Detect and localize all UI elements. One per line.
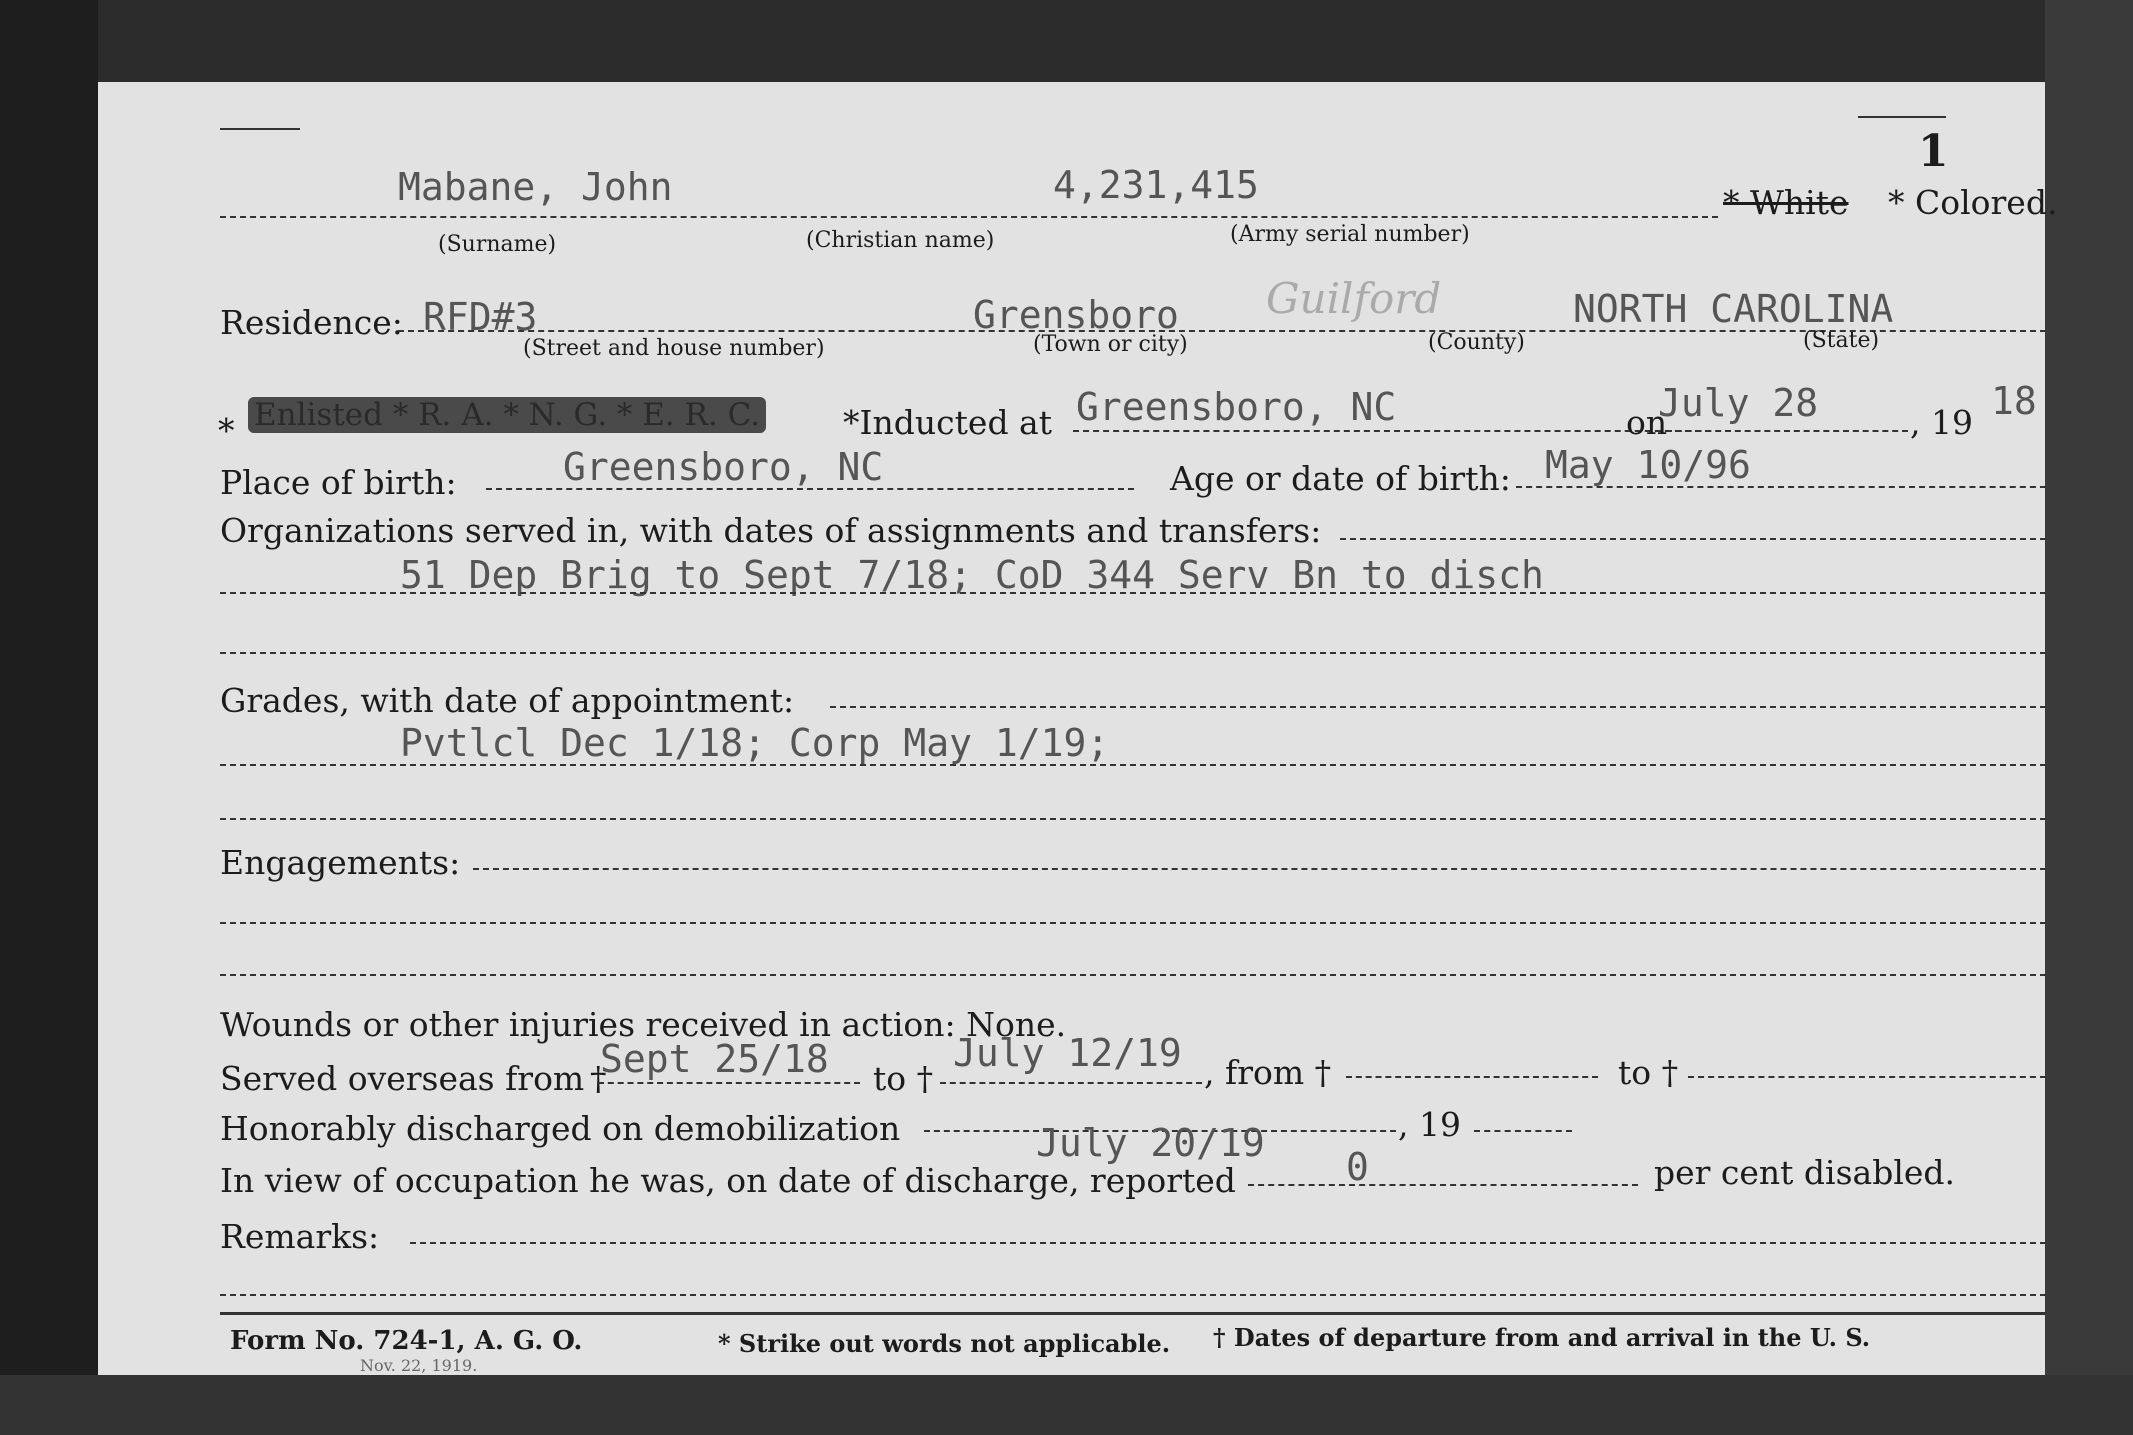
street-caption: (Street and house number) <box>523 336 825 361</box>
top-left-rule <box>220 128 300 130</box>
card-number: 1 <box>1918 126 1949 177</box>
town-caption: (Town or city) <box>1033 332 1188 357</box>
scan-border-left <box>0 0 98 1435</box>
scan-border-bottom <box>0 1375 2133 1435</box>
grades-entry: Pvtlcl Dec 1/18; Corp May 1/19; <box>400 721 1110 765</box>
overseas-to-label: to † <box>873 1059 934 1098</box>
birth-place: Greensboro, NC <box>563 445 884 489</box>
inducted-place: Greensboro, NC <box>1076 385 1397 429</box>
dagger-note: † Dates of departure from and arrival in the U. S. <box>1213 1323 1871 1352</box>
organizations-line-1 <box>220 592 2046 594</box>
organizations-line-2 <box>220 652 2046 654</box>
name-line <box>220 216 1718 218</box>
overseas-to-label-2: to † <box>1618 1053 1679 1092</box>
state-caption: (State) <box>1803 328 1880 353</box>
birth-date: May 10/96 <box>1545 443 1751 487</box>
disability-percent: 0 <box>1346 1145 1369 1189</box>
overseas-dagger: † <box>590 1059 607 1098</box>
overseas-from-1-line <box>598 1082 860 1084</box>
residence-county-handwritten: Guilford <box>1266 274 1442 323</box>
overseas-label: Served overseas from <box>220 1059 585 1098</box>
residence-town: Grensboro <box>973 293 1179 337</box>
grades-label-line <box>830 706 2046 708</box>
birth-date-line <box>1516 486 2046 488</box>
christian-name-caption: (Christian name) <box>806 228 995 253</box>
birth-place-line <box>486 488 1134 490</box>
inducted-date-line <box>1666 430 1908 432</box>
disability-line <box>1248 1184 1638 1186</box>
overseas-from-1: Sept 25/18 <box>600 1037 829 1081</box>
organizations-label-line <box>1340 538 2046 540</box>
serial-number-caption: (Army serial number) <box>1230 222 1470 247</box>
surname-caption: (Surname) <box>438 232 557 257</box>
footer-rule <box>220 1312 2046 1315</box>
engagements-line-2 <box>220 922 2046 924</box>
strike-note: * Strike out words not applicable. <box>718 1329 1171 1358</box>
enlistment-types-blackout <box>248 397 766 433</box>
residence-label: Residence: <box>220 303 403 342</box>
race-white: * White <box>1723 183 1849 222</box>
disability-suffix: per cent disabled. <box>1654 1153 1956 1192</box>
remarks-line-2 <box>220 1294 2046 1296</box>
birth-place-label: Place of birth: <box>220 463 457 502</box>
organizations-label: Organizations served in, with dates of assignments and transfers: <box>220 511 1322 550</box>
inducted-year-prefix: , 19 <box>1910 403 1973 442</box>
grades-line-2 <box>220 818 2046 820</box>
disability-label: In view of occupation he was, on date of discharge, reported <box>220 1161 1236 1200</box>
form-number: Form No. 724-1, A. G. O. <box>230 1326 583 1356</box>
race-colored: * Colored. <box>1888 183 2058 222</box>
surname-christian-name: Mabane, John <box>398 165 673 209</box>
residence-street: RFD#3 <box>423 295 538 339</box>
army-serial-number: 4,231,415 <box>1053 163 1259 207</box>
remarks-label: Remarks: <box>220 1217 380 1256</box>
grades-line-1 <box>220 764 2046 766</box>
inducted-place-line <box>1073 430 1711 432</box>
birth-date-label: Age or date of birth: <box>1170 459 1511 498</box>
inducted-on-label: on <box>1626 403 1668 442</box>
overseas-from-2-line <box>1346 1076 1598 1078</box>
enlistment-asterisk: * <box>218 411 235 450</box>
inducted-label: *Inducted at <box>843 403 1052 442</box>
discharge-label: Honorably discharged on demobilization <box>220 1109 901 1148</box>
discharge-year-line <box>1474 1130 1572 1132</box>
race-white-struck <box>1723 183 1849 222</box>
inducted-date: July 28 <box>1658 381 1819 425</box>
residence-line <box>398 330 2046 332</box>
overseas-from-label: , from † <box>1204 1053 1332 1092</box>
remarks-line-1 <box>410 1242 2046 1244</box>
discharge-year-label: , 19 <box>1398 1105 1461 1144</box>
discharge-date: July 20/19 <box>1036 1121 1265 1165</box>
residence-state: NORTH CAROLINA <box>1573 287 1894 331</box>
engagements-label: Engagements: <box>220 843 461 882</box>
enlistment-types: Enlisted * R. A. * N. G. * E. R. C. <box>248 397 766 433</box>
scan-border-right <box>2045 0 2133 1435</box>
county-caption: (County) <box>1428 330 1525 355</box>
engagements-line-3 <box>220 974 2046 976</box>
top-right-rule <box>1858 116 1946 118</box>
service-record-card <box>98 82 2058 1375</box>
grades-label: Grades, with date of appointment: <box>220 681 795 720</box>
inducted-year-suffix: 18 <box>1991 379 2037 423</box>
overseas-to-1-line <box>940 1082 1202 1084</box>
engagements-line-1 <box>473 868 2046 870</box>
overseas-to-1: July 12/19 <box>953 1031 1182 1075</box>
wounds-label: Wounds or other injuries received in action: None. <box>220 1005 1067 1044</box>
organizations-entry: 51 Dep Brig to Sept 7/18; CoD 344 Serv Bn to disch <box>400 553 1544 597</box>
overseas-to-2-line <box>1688 1076 2046 1078</box>
form-date: Nov. 22, 1919. <box>360 1356 478 1375</box>
